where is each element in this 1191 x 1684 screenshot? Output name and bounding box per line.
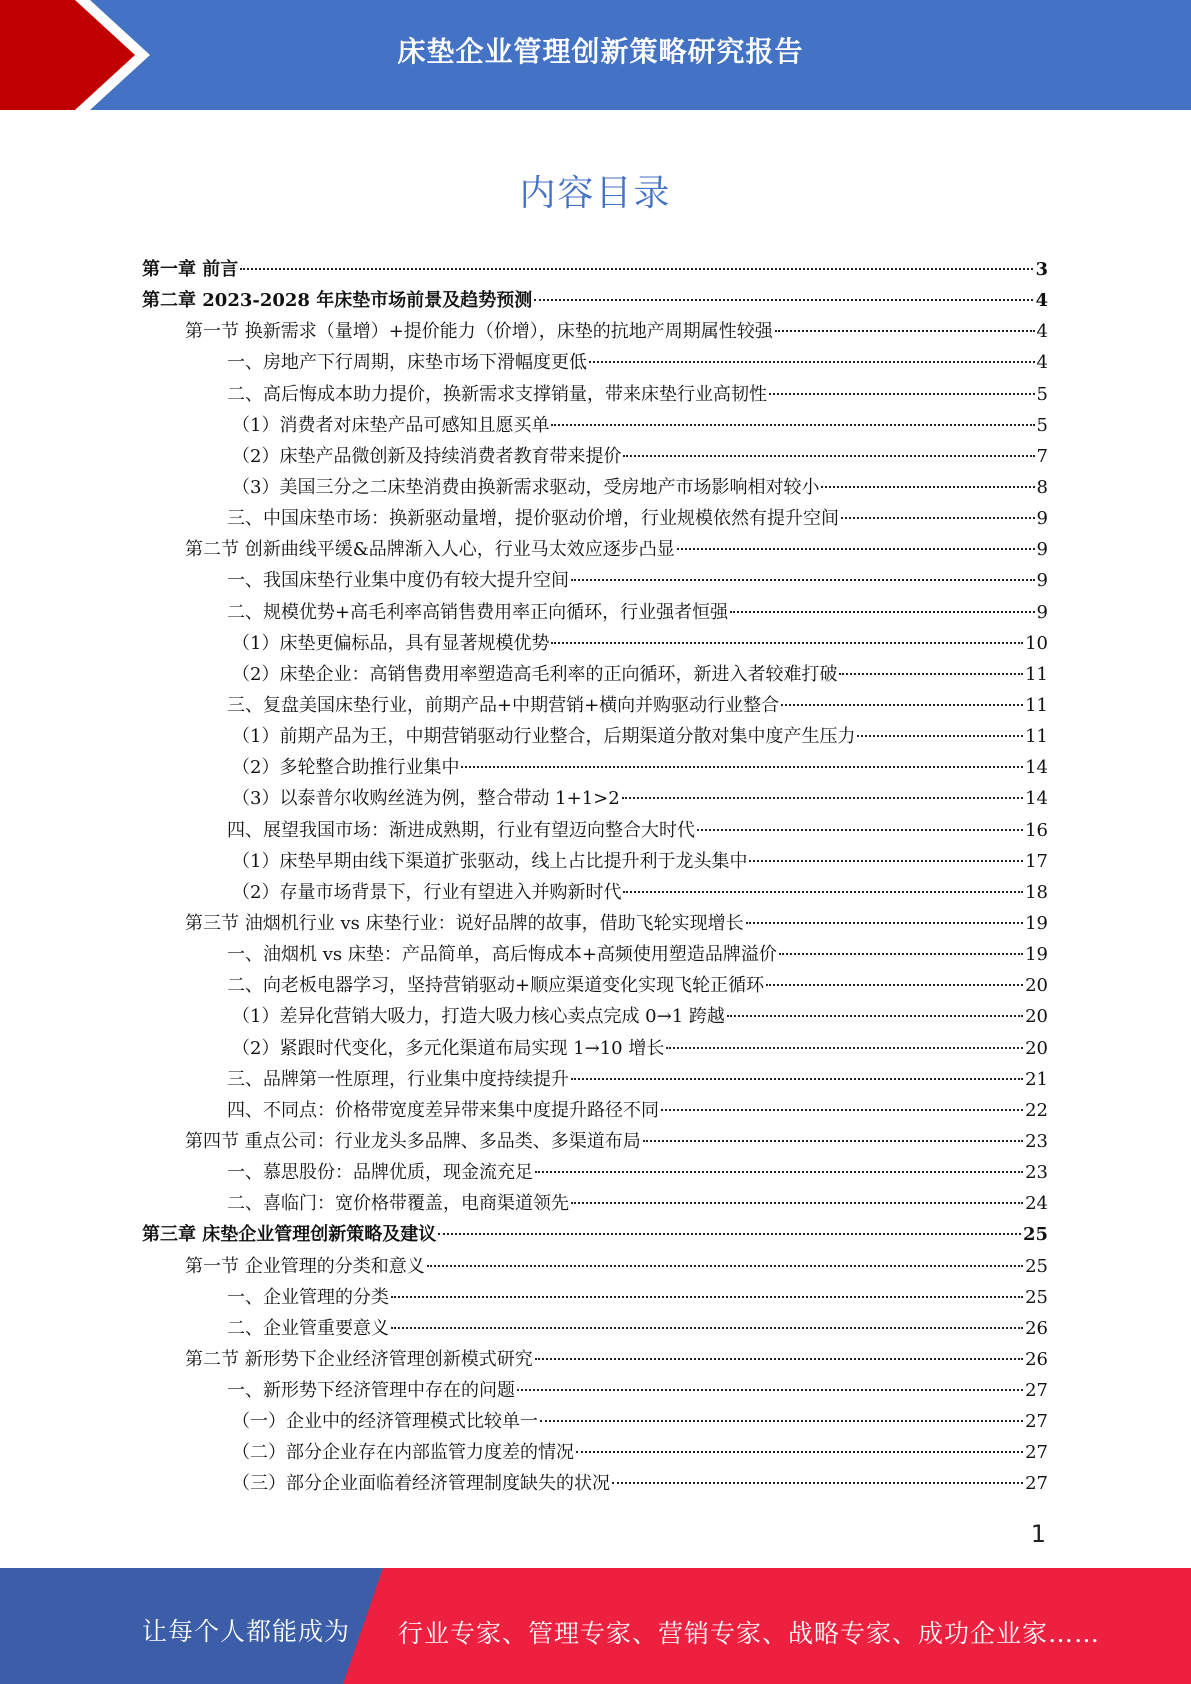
toc-entry-title: 一、我国床垫行业集中度仍有较大提升空间 bbox=[227, 570, 569, 592]
toc-entry-title: （1）消费者对床垫产品可感知且愿买单 bbox=[232, 414, 550, 436]
table-of-contents bbox=[142, 254, 1048, 1500]
toc-entry-page: 20 bbox=[1025, 1037, 1048, 1059]
toc-leader-dots bbox=[551, 642, 1023, 644]
toc-leader-dots bbox=[438, 1233, 1021, 1235]
toc-entry-page: 10 bbox=[1025, 632, 1048, 654]
toc-entry[interactable] bbox=[142, 1251, 1048, 1282]
toc-entry-page: 11 bbox=[1025, 726, 1048, 748]
toc-entry-page: 27 bbox=[1025, 1473, 1048, 1495]
toc-leader-dots bbox=[623, 891, 1023, 893]
toc-leader-dots bbox=[589, 361, 1035, 363]
toc-entry-page: 27 bbox=[1025, 1411, 1048, 1433]
toc-leader-dots bbox=[612, 1482, 1023, 1484]
toc-entry[interactable] bbox=[142, 254, 1048, 285]
toc-leader-dots bbox=[571, 1078, 1023, 1080]
toc-leader-dots bbox=[517, 1389, 1023, 1391]
header-title: 床垫企业管理创新策略研究报告 bbox=[397, 35, 804, 68]
toc-entry-title: 四、展望我国市场：渐进成熟期，行业有望迈向整合大时代 bbox=[227, 819, 695, 841]
toc-entry[interactable] bbox=[142, 1406, 1048, 1437]
toc-entry[interactable] bbox=[142, 783, 1048, 814]
toc-entry-title: 三、中国床垫市场：换新驱动量增，提价驱动价增，行业规模依然有提升空间 bbox=[227, 508, 839, 530]
toc-leader-dots bbox=[749, 860, 1023, 862]
toc-leader-dots bbox=[781, 704, 1023, 706]
toc-entry[interactable] bbox=[142, 565, 1048, 596]
toc-entry[interactable] bbox=[142, 1001, 1048, 1032]
toc-entry-title: 第一章 前言 bbox=[142, 259, 239, 280]
toc-entry-page: 14 bbox=[1025, 788, 1048, 810]
toc-entry-title: 第二节 新形势下企业经济管理创新模式研究 bbox=[185, 1348, 533, 1370]
toc-leader-dots bbox=[240, 268, 1033, 270]
toc-entry-title: （2）床垫产品微创新及持续消费者教育带来提价 bbox=[232, 445, 622, 467]
toc-entry-page: 19 bbox=[1025, 944, 1048, 966]
toc-entry-title: （二）部分企业存在内部监管力度差的情况 bbox=[232, 1442, 574, 1464]
toc-leader-dots bbox=[461, 766, 1023, 768]
toc-entry-page: 7 bbox=[1036, 445, 1048, 467]
toc-entry[interactable] bbox=[142, 285, 1048, 316]
toc-entry-title: （一）企业中的经济管理模式比较单一 bbox=[232, 1411, 538, 1433]
toc-entry[interactable] bbox=[142, 410, 1048, 441]
footer-slogan-right: 行业专家、管理专家、营销专家、战略专家、成功企业家…… bbox=[398, 1619, 1101, 1648]
toc-entry-page: 11 bbox=[1025, 663, 1048, 685]
toc-leader-dots bbox=[622, 797, 1023, 799]
toc-entry-title: 二、高后悔成本助力提价，换新需求支撑销量，带来床垫行业高韧性 bbox=[227, 383, 767, 405]
toc-entry-title: 二、向老板电器学习，坚持营销驱动+顺应渠道变化实现飞轮正循环 bbox=[227, 975, 765, 997]
toc-entry-title: 第二节 创新曲线平缓&品牌渐入人心，行业马太效应逐步凸显 bbox=[185, 539, 675, 561]
toc-leader-dots bbox=[576, 1451, 1023, 1453]
toc-entry[interactable] bbox=[142, 1219, 1048, 1250]
toc-entry[interactable] bbox=[142, 721, 1048, 752]
toc-entry-title: 一、新形势下经济管理中存在的问题 bbox=[227, 1380, 515, 1402]
toc-entry[interactable] bbox=[142, 1437, 1048, 1468]
toc-leader-dots bbox=[766, 984, 1023, 986]
toc-entry-title: （三）部分企业面临着经济管理制度缺失的状况 bbox=[232, 1473, 610, 1495]
toc-entry-page: 16 bbox=[1025, 819, 1048, 841]
toc-entry-page: 27 bbox=[1025, 1380, 1048, 1402]
toc-entry[interactable] bbox=[142, 534, 1048, 565]
toc-entry[interactable] bbox=[142, 347, 1048, 378]
toc-entry-page: 5 bbox=[1036, 383, 1048, 405]
toc-entry-title: （1）床垫早期由线下渠道扩张驱动，线上占比提升利于龙头集中 bbox=[232, 850, 748, 872]
toc-entry[interactable] bbox=[142, 970, 1048, 1001]
toc-entry-title: 一、慕思股份：品牌优质，现金流充足 bbox=[227, 1162, 533, 1184]
toc-entry-title: 第三节 油烟机行业 vs 床垫行业：说好品牌的故事，借助飞轮实现增长 bbox=[185, 912, 744, 934]
toc-entry[interactable] bbox=[142, 1157, 1048, 1188]
toc-leader-dots bbox=[746, 922, 1024, 924]
toc-entry[interactable] bbox=[142, 815, 1048, 846]
toc-leader-dots bbox=[571, 1202, 1023, 1204]
toc-entry-page: 5 bbox=[1036, 414, 1048, 436]
toc-entry-title: 一、房地产下行周期，床垫市场下滑幅度更低 bbox=[227, 352, 587, 374]
toc-entry[interactable] bbox=[142, 659, 1048, 690]
toc-entry[interactable] bbox=[142, 690, 1048, 721]
toc-entry-page: 4 bbox=[1036, 321, 1048, 343]
toc-entry[interactable] bbox=[142, 472, 1048, 503]
toc-entry-page: 18 bbox=[1025, 881, 1048, 903]
toc-entry[interactable] bbox=[142, 752, 1048, 783]
toc-entry-title: （1）前期产品为王，中期营销驱动行业整合，后期渠道分散对集中度产生压力 bbox=[232, 726, 856, 748]
toc-entry-page: 26 bbox=[1025, 1317, 1048, 1339]
toc-entry-page: 20 bbox=[1025, 1006, 1048, 1028]
toc-entry[interactable] bbox=[142, 877, 1048, 908]
toc-entry-title: 三、品牌第一性原理，行业集中度持续提升 bbox=[227, 1068, 569, 1090]
toc-entry[interactable] bbox=[142, 379, 1048, 410]
toc-entry-title: 一、油烟机 vs 床垫：产品简单，高后悔成本+高频使用塑造品牌溢价 bbox=[227, 944, 777, 966]
page-number: 1 bbox=[1030, 1520, 1046, 1548]
toc-entry-page: 9 bbox=[1036, 601, 1048, 623]
toc-entry-page: 8 bbox=[1036, 476, 1048, 498]
toc-entry-title: 第一节 企业管理的分类和意义 bbox=[185, 1255, 425, 1277]
toc-leader-dots bbox=[540, 1420, 1023, 1422]
toc-entry-title: 第一节 换新需求（量增）+提价能力（价增），床垫的抗地产周期属性较强 bbox=[185, 321, 773, 343]
toc-entry[interactable] bbox=[142, 316, 1048, 347]
toc-entry-title: 三、复盘美国床垫行业，前期产品+中期营销+横向并购驱动行业整合 bbox=[227, 694, 780, 716]
toc-entry-title: （3）以泰普尔收购丝涟为例，整合带动 1+1>2 bbox=[232, 788, 620, 810]
toc-entry[interactable] bbox=[142, 1126, 1048, 1157]
toc-leader-dots bbox=[730, 611, 1034, 613]
toc-entry-title: （3）美国三分之二床垫消费由换新需求驱动，受房地产市场影响相对较小 bbox=[232, 476, 820, 498]
toc-entry-title: （1）差异化营销大吸力，打造大吸力核心卖点完成 0→1 跨越 bbox=[232, 1006, 725, 1028]
toc-leader-dots bbox=[535, 1171, 1023, 1173]
toc-entry[interactable] bbox=[142, 846, 1048, 877]
toc-entry[interactable] bbox=[142, 1313, 1048, 1344]
toc-entry[interactable] bbox=[142, 1095, 1048, 1126]
toc-entry-page: 19 bbox=[1025, 912, 1048, 934]
toc-entry-title: （2）存量市场背景下，行业有望进入并购新时代 bbox=[232, 881, 622, 903]
toc-entry-page: 9 bbox=[1036, 508, 1048, 530]
toc-leader-dots bbox=[391, 1296, 1023, 1298]
toc-leader-dots bbox=[841, 517, 1035, 519]
toc-entry-page: 25 bbox=[1022, 1224, 1048, 1246]
toc-entry-title: 二、喜临门：宽价格带覆盖，电商渠道领先 bbox=[227, 1193, 569, 1215]
toc-entry-title: （2）紧跟时代变化，多元化渠道布局实现 1→10 增长 bbox=[232, 1037, 665, 1059]
toc-entry-page: 11 bbox=[1025, 694, 1048, 716]
toc-entry-page: 27 bbox=[1025, 1442, 1048, 1464]
toc-entry[interactable] bbox=[142, 597, 1048, 628]
toc-entry[interactable] bbox=[142, 908, 1048, 939]
toc-entry-title: 第四节 重点公司：行业龙头多品牌、多品类、多渠道布局 bbox=[185, 1130, 641, 1152]
toc-leader-dots bbox=[677, 548, 1035, 550]
toc-leader-dots bbox=[551, 424, 1034, 426]
toc-leader-dots bbox=[571, 579, 1035, 581]
toc-heading: 内容目录 bbox=[519, 173, 672, 214]
toc-leader-dots bbox=[775, 330, 1035, 332]
toc-entry[interactable] bbox=[142, 1282, 1048, 1313]
toc-entry-title: 二、企业管重要意义 bbox=[227, 1317, 389, 1339]
toc-leader-dots bbox=[821, 486, 1034, 488]
toc-leader-dots bbox=[666, 1047, 1023, 1049]
toc-leader-dots bbox=[727, 1015, 1023, 1017]
toc-leader-dots bbox=[697, 829, 1023, 831]
toc-entry[interactable] bbox=[142, 939, 1048, 970]
toc-entry-page: 4 bbox=[1036, 352, 1048, 374]
toc-entry-page: 17 bbox=[1025, 850, 1048, 872]
toc-entry[interactable] bbox=[142, 1344, 1048, 1375]
toc-entry[interactable] bbox=[142, 1188, 1048, 1219]
toc-entry-page: 26 bbox=[1025, 1348, 1048, 1370]
toc-leader-dots bbox=[779, 953, 1023, 955]
toc-entry-title: （1）床垫更偏标品，具有显著规模优势 bbox=[232, 632, 550, 654]
page-header bbox=[0, 0, 1191, 110]
toc-entry-page: 4 bbox=[1035, 290, 1048, 312]
toc-leader-dots bbox=[534, 299, 1033, 301]
toc-entry-title: （2）床垫企业：高销售费用率塑造高毛利率的正向循环，新进入者较难打破 bbox=[232, 663, 838, 685]
toc-entry-page: 3 bbox=[1035, 259, 1048, 280]
toc-entry-page: 9 bbox=[1036, 570, 1048, 592]
toc-entry[interactable] bbox=[142, 1375, 1048, 1406]
toc-entry-page: 23 bbox=[1025, 1130, 1048, 1152]
toc-entry-title: 第二章 2023-2028 年床垫市场前景及趋势预测 bbox=[142, 290, 533, 312]
toc-entry-page: 25 bbox=[1025, 1286, 1048, 1308]
toc-entry[interactable] bbox=[142, 1033, 1048, 1064]
toc-entry-page: 21 bbox=[1025, 1068, 1048, 1090]
toc-entry-title: 四、不同点：价格带宽度差异带来集中度提升路径不同 bbox=[227, 1099, 659, 1121]
toc-leader-dots bbox=[769, 393, 1035, 395]
toc-entry-page: 24 bbox=[1025, 1193, 1048, 1215]
toc-entry[interactable] bbox=[142, 441, 1048, 472]
footer-slogan-left: 让每个人都能成为 bbox=[142, 1617, 351, 1646]
toc-leader-dots bbox=[535, 1358, 1023, 1360]
toc-entry-page: 9 bbox=[1036, 539, 1048, 561]
toc-entry-page: 20 bbox=[1025, 975, 1048, 997]
toc-entry[interactable] bbox=[142, 628, 1048, 659]
toc-entry[interactable] bbox=[142, 1468, 1048, 1499]
toc-leader-dots bbox=[623, 455, 1034, 457]
toc-leader-dots bbox=[857, 735, 1023, 737]
toc-entry-title: 第三章 床垫企业管理创新策略及建议 bbox=[142, 1224, 437, 1246]
toc-leader-dots bbox=[839, 673, 1023, 675]
toc-leader-dots bbox=[643, 1140, 1023, 1142]
toc-entry-title: 二、规模优势+高毛利率高销售费用率正向循环，行业强者恒强 bbox=[227, 601, 729, 623]
page-footer bbox=[0, 1568, 1191, 1684]
toc-entry[interactable] bbox=[142, 1064, 1048, 1095]
toc-entry-title: 一、企业管理的分类 bbox=[227, 1286, 389, 1308]
toc-entry-page: 23 bbox=[1025, 1162, 1048, 1184]
toc-entry-page: 25 bbox=[1025, 1255, 1048, 1277]
toc-entry[interactable] bbox=[142, 503, 1048, 534]
toc-leader-dots bbox=[427, 1265, 1023, 1267]
toc-leader-dots bbox=[391, 1327, 1023, 1329]
toc-entry-title: （2）多轮整合助推行业集中 bbox=[232, 757, 460, 779]
toc-entry-page: 22 bbox=[1025, 1099, 1048, 1121]
toc-entry-page: 14 bbox=[1025, 757, 1048, 779]
toc-leader-dots bbox=[661, 1109, 1023, 1111]
